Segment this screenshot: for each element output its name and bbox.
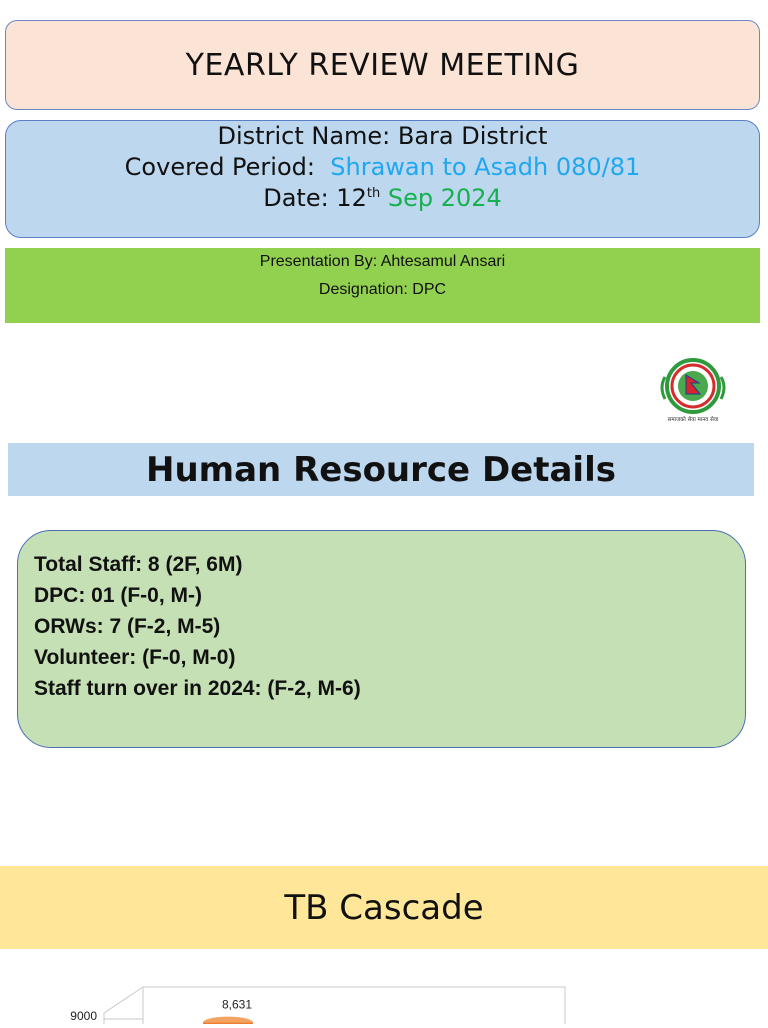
district-name: District Name: Bara District: [217, 122, 548, 150]
date-value: Sep 2024: [387, 184, 502, 212]
meeting-date: [6, 183, 759, 214]
slide-title: YEARLY REVIEW MEETING: [5, 20, 760, 110]
data-label: 8,631: [221, 997, 253, 1012]
hr-line-turnover: Staff turn over in 2024: (F-2, M-6): [34, 677, 361, 700]
tb-cascade-heading: TB Cascade: [0, 866, 768, 949]
covered-period-value: Shrawan to Asadh 080/81: [330, 153, 641, 181]
hr-line-total-staff: Total Staff: 8 (2F, 6M): [34, 553, 243, 576]
date-label: Date: 12: [263, 184, 367, 212]
presenter-box: [5, 248, 760, 323]
meeting-info-box: [5, 120, 760, 238]
designation: Designation: DPC: [318, 281, 447, 298]
hr-line-dpc: DPC: 01 (F-0, M-): [34, 584, 202, 607]
hr-line-orws: ORWs: 7 (F-2, M-5): [34, 615, 221, 638]
covered-period: [6, 152, 759, 183]
y-tick-label: 9000: [70, 1009, 97, 1023]
organization-seal-logo: [655, 357, 731, 425]
chart-frame: [104, 987, 565, 1024]
presented-by: Presentation By: Ahtesamul Ansari: [259, 253, 506, 270]
logo-caption: समाजको सेवा मानव सेवा: [667, 417, 719, 423]
date-suffix: th: [366, 186, 381, 201]
covered-period-label: Covered Period:: [124, 153, 315, 181]
hr-line-volunteer: Volunteer: (F-0, M-0): [34, 646, 236, 669]
hr-details-box: [17, 530, 746, 748]
tb-cascade-chart: [0, 975, 768, 1024]
hr-heading: Human Resource Details: [8, 443, 754, 496]
